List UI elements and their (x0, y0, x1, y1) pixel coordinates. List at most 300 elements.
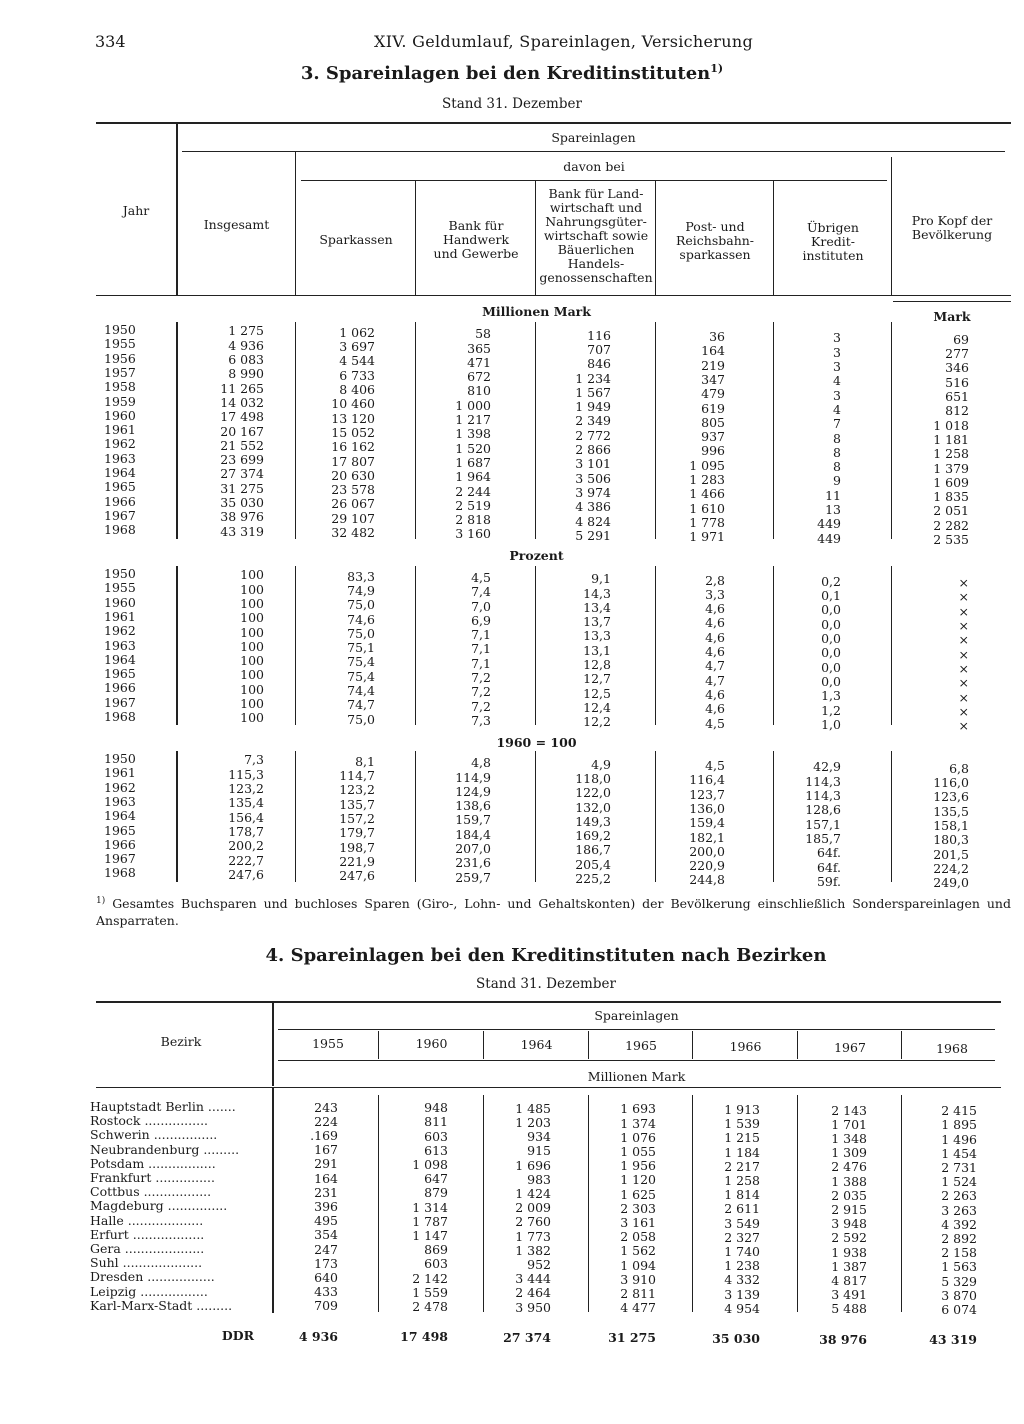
row-year: 1963 (104, 793, 136, 809)
table-cell: 1 520 (455, 440, 491, 456)
table-cell: 69 (953, 331, 969, 347)
table3-column-rule (773, 751, 774, 882)
row-year: 1964 (104, 465, 136, 480)
table-cell: 8 406 (339, 382, 375, 397)
header-sparkassen: Sparkassen (319, 232, 393, 247)
table4-top-rule (96, 1001, 1001, 1003)
table-cell: 1 275 (228, 323, 264, 339)
table-cell: 1 687 (455, 454, 491, 470)
table-cell: 3 870 (941, 1287, 977, 1303)
table-cell: 2 760 (515, 1214, 551, 1230)
table-cell: 934 (527, 1129, 551, 1145)
table-cell: 219 (701, 357, 725, 373)
table-cell: 2 592 (831, 1230, 867, 1246)
table-cell: 651 (945, 389, 969, 404)
row-bezirk: Schwerin ................ (90, 1128, 218, 1143)
table3-divider-year (176, 123, 178, 295)
table-cell: 4 392 (941, 1216, 977, 1232)
table-cell: 1 562 (620, 1243, 656, 1259)
table-cell: 5 329 (941, 1273, 977, 1289)
table-cell: 4 544 (339, 353, 375, 369)
row-year: 1963 (104, 450, 136, 466)
table-cell: 1,0 (821, 716, 841, 732)
table-cell: 244,8 (689, 872, 725, 888)
total-cell: 17 498 (400, 1329, 448, 1345)
table-cell: 0,0 (821, 659, 841, 675)
table-cell: 17 498 (220, 409, 264, 425)
table-cell: 12,8 (583, 657, 611, 672)
table-cell: 100 (240, 653, 264, 669)
table4-year-divider-2 (483, 1031, 484, 1059)
row-year: 1960 (104, 594, 136, 610)
table-cell: 3 910 (620, 1271, 656, 1287)
table-cell: 100 (240, 710, 264, 726)
table-cell: 2,8 (705, 572, 725, 588)
table-cell: 114,3 (805, 788, 841, 803)
row-bezirk: Suhl .................... (90, 1256, 203, 1271)
table-cell: 4,5 (705, 758, 725, 773)
table-cell: 4,7 (705, 672, 725, 688)
row-bezirk: Cottbus ................. (90, 1185, 212, 1200)
table-cell: 1 217 (455, 412, 491, 427)
table-cell: 100 (240, 638, 264, 654)
table-cell: 118,0 (575, 770, 611, 786)
table-cell: 15 052 (331, 424, 375, 440)
table3-column-rule (891, 322, 892, 539)
table-cell: 200,2 (228, 838, 264, 854)
table-cell: 1 496 (941, 1131, 977, 1147)
table-cell: 259,7 (455, 869, 491, 885)
table-cell: 5 488 (831, 1301, 867, 1317)
table3-rule-spareinlagen (182, 151, 1005, 152)
table-cell: 136,0 (689, 800, 725, 816)
table-cell: 1 485 (515, 1100, 551, 1116)
table-cell: 1 787 (412, 1213, 448, 1229)
table-cell: 449 (817, 516, 841, 532)
table-cell: 7,2 (471, 670, 491, 685)
table-cell: 613 (424, 1142, 448, 1158)
table-cell: 846 (587, 356, 611, 372)
table-cell: 1 466 (689, 486, 725, 502)
table-cell: × (958, 718, 969, 734)
table-cell: 164 (314, 1170, 338, 1186)
table-cell: 122,0 (575, 785, 611, 801)
table-cell: 495 (314, 1213, 338, 1229)
table-cell: 3 (833, 387, 841, 403)
row-year: 1963 (104, 637, 136, 653)
table-cell: 7,2 (471, 684, 491, 700)
table-cell: 29 107 (331, 510, 375, 526)
table-cell: 2 282 (933, 517, 969, 533)
table-cell: 3 161 (620, 1215, 656, 1230)
row-bezirk: Frankfurt ............... (90, 1171, 215, 1185)
table-cell: 75,0 (347, 711, 375, 727)
table-cell: 1 181 (933, 431, 969, 447)
table-cell: 43 319 (220, 523, 264, 539)
table4-year-divider-6 (901, 1031, 902, 1059)
row-year: 1965 (104, 822, 136, 838)
header-year-1966: 1966 (729, 1039, 762, 1054)
table-cell: 709 (314, 1298, 338, 1314)
table-cell: 1 424 (515, 1186, 551, 1201)
table3-column-rule (773, 322, 774, 539)
table-cell: 247 (314, 1241, 338, 1257)
table-cell: 4,6 (705, 615, 725, 631)
table-cell: 1 938 (831, 1244, 867, 1260)
table3-column-rule (773, 566, 774, 725)
table-cell: 1 382 (515, 1242, 551, 1258)
table-cell: 1 095 (689, 457, 725, 473)
table-cell: 23 699 (220, 452, 264, 468)
header-pro-kopf: Pro Kopf der Bevölkerung (911, 213, 993, 242)
table-cell: 937 (701, 429, 725, 445)
row-year: 1950 (104, 751, 136, 766)
table-cell: 123,7 (689, 786, 725, 802)
table-cell: 2 818 (455, 512, 491, 528)
table-cell: 123,6 (933, 789, 969, 805)
table3-divider-uebrigen (891, 157, 892, 295)
table-cell: 3 506 (575, 470, 611, 486)
total-cell: 43 319 (929, 1332, 977, 1348)
table-cell: 132,0 (575, 799, 611, 815)
table4-rule-years (278, 1060, 995, 1061)
table-cell: 1,3 (821, 688, 841, 704)
table-cell: 1 314 (412, 1199, 448, 1215)
row-year: 1968 (104, 522, 136, 538)
table-cell: 114,9 (455, 769, 491, 785)
table-cell: 0,0 (821, 616, 841, 632)
table-cell: 100 (240, 681, 264, 697)
row-year: 1964 (104, 808, 136, 824)
table-cell: 4,6 (705, 644, 725, 659)
table-cell: 116,4 (689, 772, 725, 788)
table-cell: 4 (833, 401, 841, 417)
table-cell: 1 283 (689, 472, 725, 487)
table-cell: 11 265 (220, 380, 264, 396)
table-cell: 100 (240, 624, 264, 640)
chapter-title: XIV. Geldumlauf, Spareinlagen, Versicherung (374, 32, 754, 51)
table-cell: 169,2 (575, 828, 611, 844)
header-insgesamt: Insgesamt (203, 217, 270, 232)
table-cell: 3 697 (339, 339, 375, 355)
table-cell: 2 244 (455, 483, 491, 499)
table-cell: 1 778 (689, 514, 725, 530)
section-index: 1960 = 100 (496, 735, 577, 750)
table-cell: 205,4 (575, 856, 611, 872)
table-cell: 231,6 (455, 855, 491, 871)
table-cell: 1 018 (933, 417, 969, 433)
table-cell: 3 491 (831, 1287, 867, 1303)
row-bezirk: Hauptstadt Berlin ....... (90, 1100, 236, 1114)
table-cell: 805 (701, 414, 725, 430)
table-cell: 3 974 (575, 484, 611, 500)
table-cell: 222,7 (228, 852, 264, 868)
table-cell: 4,5 (705, 715, 725, 731)
table-cell: 74,4 (347, 683, 375, 698)
table-cell: 1 076 (620, 1129, 656, 1145)
table-cell: 75,0 (347, 597, 375, 613)
table-cell: 3 (833, 344, 841, 360)
header-year-1955: 1955 (312, 1036, 344, 1051)
table-cell: 249,0 (933, 875, 969, 891)
table-cell: 812 (945, 403, 969, 419)
table-cell: 1 524 (941, 1174, 977, 1190)
row-year: 1957 (104, 364, 136, 380)
table-cell: × (958, 575, 969, 591)
table-cell: 4,6 (705, 601, 725, 617)
table-cell: 186,7 (575, 842, 611, 858)
table-cell: 4 477 (620, 1300, 656, 1316)
table-cell: 996 (701, 443, 725, 459)
table4-year-divider-3 (588, 1031, 589, 1059)
section-prozent: Prozent (509, 548, 564, 563)
table-cell: 4,9 (591, 756, 611, 772)
table-cell: 1 098 (412, 1157, 448, 1172)
table-cell: 603 (424, 1256, 448, 1272)
table-cell: 184,4 (455, 826, 491, 842)
table4-year-divider-1 (378, 1031, 379, 1059)
table-cell: 31 275 (220, 480, 264, 496)
table-cell: 64f. (816, 859, 841, 875)
table-cell: 158,1 (933, 818, 969, 833)
table-cell: 180,3 (933, 832, 969, 848)
table-cell: 6 074 (941, 1302, 977, 1317)
table-cell: 159,4 (689, 815, 725, 831)
row-bezirk: Leipzig ................. (90, 1284, 208, 1299)
header-spareinlagen: Spareinlagen (551, 130, 636, 145)
table4-title: 4. Spareinlagen bei den Kreditinstituten nach Bezirken (265, 945, 827, 966)
row-year: 1967 (104, 851, 136, 867)
table-cell: × (958, 618, 969, 633)
table4-column-rule (901, 1095, 902, 1312)
header-uebrigen: Übrigen Kredit- instituten (802, 220, 864, 263)
header-t4-unit: Millionen Mark (587, 1069, 686, 1084)
table-cell: 811 (424, 1114, 448, 1130)
table-cell: 2 303 (620, 1200, 656, 1216)
row-year: 1961 (104, 765, 136, 781)
table-cell: 3 948 (831, 1216, 867, 1232)
table-cell: 2 811 (620, 1286, 656, 1301)
table-cell: 12,5 (583, 685, 611, 701)
table3-top-rule (96, 122, 1011, 124)
table-cell: 7,3 (244, 752, 264, 768)
table-cell: 433 (314, 1284, 338, 1300)
table3-column-rule (891, 566, 892, 725)
table-cell: 3 263 (941, 1202, 977, 1218)
row-year: 1950 (104, 322, 136, 337)
table-cell: 75,4 (347, 668, 375, 684)
table-cell: 20 630 (331, 467, 375, 483)
table-cell: 6,8 (949, 760, 969, 776)
row-year: 1962 (104, 436, 136, 452)
table-cell: 13 120 (331, 410, 375, 426)
table-cell: 2 009 (515, 1200, 551, 1216)
row-bezirk: Halle ................... (90, 1213, 204, 1228)
table-cell: 396 (314, 1199, 338, 1214)
table-cell: 12,7 (583, 671, 611, 687)
table-cell: 1 398 (455, 426, 491, 442)
table-cell: 17 807 (331, 453, 375, 469)
header-year-1964: 1964 (520, 1037, 553, 1052)
table3-title: 3. Spareinlagen bei den Kreditinstituten$^{1)}$ (300, 62, 724, 84)
row-year: 1950 (104, 566, 136, 581)
row-year: 1961 (104, 608, 136, 624)
table-cell: 346 (945, 360, 969, 376)
table4-rule-spareinlagen (278, 1029, 995, 1030)
table-cell: 198,7 (339, 839, 375, 855)
table3-column-rule (415, 322, 416, 539)
table-cell: 7,2 (471, 698, 491, 714)
table-cell: 10 460 (331, 396, 375, 412)
table-cell: 123,2 (339, 782, 375, 798)
header-bank-landwirtschaft: Bank für Land- wirtschaft und Nahrungsgüter- wirtschaft sowie Bäuerlichen Handels- genossenschaften (539, 186, 653, 285)
table-cell: 247,6 (339, 868, 375, 884)
row-year: 1955 (104, 336, 136, 352)
table-cell: 220,9 (689, 858, 725, 874)
table-cell: 100 (240, 667, 264, 683)
table3-divider-post (773, 181, 774, 295)
table-cell: 479 (701, 386, 725, 402)
table-cell: 7,4 (471, 584, 491, 600)
table4-year-divider-5 (797, 1031, 798, 1059)
table-cell: 4 (833, 373, 841, 389)
table-cell: 13 (825, 502, 841, 517)
section-mark: Mark (933, 309, 971, 324)
table-cell: 138,6 (455, 798, 491, 814)
table-cell: 1 094 (620, 1257, 656, 1273)
table4-column-rule (797, 1095, 798, 1312)
table-cell: 4,6 (705, 701, 725, 717)
table-cell: 1,2 (821, 702, 841, 718)
table4-year-divider-4 (692, 1031, 693, 1059)
table-cell: × (958, 632, 969, 648)
table-cell: 2 415 (941, 1103, 977, 1119)
table-cell: 0,0 (821, 631, 841, 646)
table3-column-rule (295, 322, 296, 539)
table-cell: 2 349 (575, 413, 611, 429)
table-cell: 915 (527, 1143, 551, 1159)
table-cell: 149,3 (575, 813, 611, 829)
table-cell: 23 578 (331, 482, 375, 498)
table-cell: 4,5 (471, 569, 491, 585)
row-year: 1960 (104, 407, 136, 423)
header-bezirk: Bezirk (160, 1034, 202, 1049)
table-cell: 114,7 (339, 768, 375, 784)
table-cell: 42,9 (813, 759, 841, 775)
table4-header-bottom-rule (96, 1087, 1001, 1088)
table-cell: 1 184 (724, 1144, 760, 1160)
table3-column-rule (535, 322, 536, 539)
table-cell: 707 (587, 341, 611, 357)
table-cell: 1 740 (724, 1244, 760, 1259)
table-cell: 124,9 (455, 783, 491, 799)
table-cell: 159,7 (455, 812, 491, 828)
table-cell: 1 258 (933, 446, 969, 462)
table-cell: 1 559 (412, 1284, 448, 1300)
table-cell: 1 895 (941, 1117, 977, 1133)
table-cell: 8 990 (228, 366, 264, 382)
row-year: 1962 (104, 779, 136, 795)
table3-divider-landw (655, 181, 656, 295)
table-cell: 221,9 (339, 853, 375, 869)
table-cell: 3 549 (724, 1215, 760, 1231)
table-cell: 4 936 (228, 337, 264, 353)
table3-column-rule (535, 751, 536, 882)
table-cell: 2 535 (933, 532, 969, 547)
table-cell: 810 (467, 383, 491, 399)
table-cell: 4 817 (831, 1273, 867, 1288)
table-cell: 1 539 (724, 1116, 760, 1132)
header-year-1960: 1960 (415, 1036, 448, 1051)
header-year-1965: 1965 (625, 1038, 657, 1053)
table-cell: 2 892 (941, 1231, 977, 1246)
table-cell: 619 (701, 400, 725, 416)
table3-column-rule (295, 566, 296, 725)
table-cell: 4,6 (705, 629, 725, 645)
table3-subtitle: Stand 31. Dezember (442, 96, 582, 112)
table-cell: 1 234 (575, 370, 611, 386)
table-cell: 13,7 (583, 614, 611, 630)
table-cell: 640 (314, 1270, 338, 1285)
table-cell: 201,5 (933, 846, 969, 862)
table-cell: 8 (833, 430, 841, 446)
table-cell: 74,7 (347, 697, 375, 713)
table-cell: 2 327 (724, 1229, 760, 1245)
table-cell: 1 567 (575, 384, 611, 400)
total-cell: 35 030 (712, 1331, 760, 1346)
table-cell: 0,0 (821, 673, 841, 689)
table4-column-rule (588, 1095, 589, 1312)
table-cell: 100 (240, 610, 264, 626)
table-cell: 1 258 (724, 1173, 760, 1188)
table-cell: 13,4 (583, 599, 611, 615)
table4-column-rule (483, 1095, 484, 1312)
table-cell: 2 217 (724, 1158, 760, 1174)
table-cell: 7,0 (471, 598, 491, 614)
table-cell: 12,2 (583, 714, 611, 730)
table-cell: 1 701 (831, 1116, 867, 1132)
header-post-reichsbahn: Post- und Reichsbahn- sparkassen (675, 219, 755, 262)
table-cell: 247,6 (228, 866, 264, 882)
table-cell: 116,0 (933, 775, 969, 791)
table-cell: 27 374 (220, 466, 264, 482)
table-cell: × (958, 589, 969, 605)
table-cell: 128,6 (805, 802, 841, 818)
table-cell: 1 238 (724, 1258, 760, 1274)
table-cell: 4,8 (471, 755, 491, 771)
row-bezirk: Potsdam ................. (90, 1156, 216, 1171)
table-cell: 1 696 (515, 1157, 551, 1173)
table-cell: 3,3 (705, 586, 725, 602)
table-cell: 7,1 (471, 627, 491, 643)
table-cell: 449 (817, 530, 841, 546)
table-cell: 3 950 (515, 1299, 551, 1315)
table-cell: 471 (467, 354, 491, 370)
row-year: 1959 (104, 393, 136, 409)
table-cell: 179,7 (339, 825, 375, 841)
table-cell: 7,3 (471, 712, 491, 728)
row-year: 1958 (104, 379, 136, 395)
table-cell: 59f. (816, 873, 841, 889)
total-cell: 38 976 (819, 1331, 867, 1347)
table4-column-rule (692, 1095, 693, 1312)
table-cell: .169 (310, 1128, 338, 1143)
table-cell: 157,2 (339, 811, 375, 826)
table3-column-rule (655, 322, 656, 539)
row-bezirk: Rostock ................ (90, 1114, 209, 1129)
table-cell: 0,0 (821, 602, 841, 618)
table-cell: 173 (314, 1255, 338, 1271)
